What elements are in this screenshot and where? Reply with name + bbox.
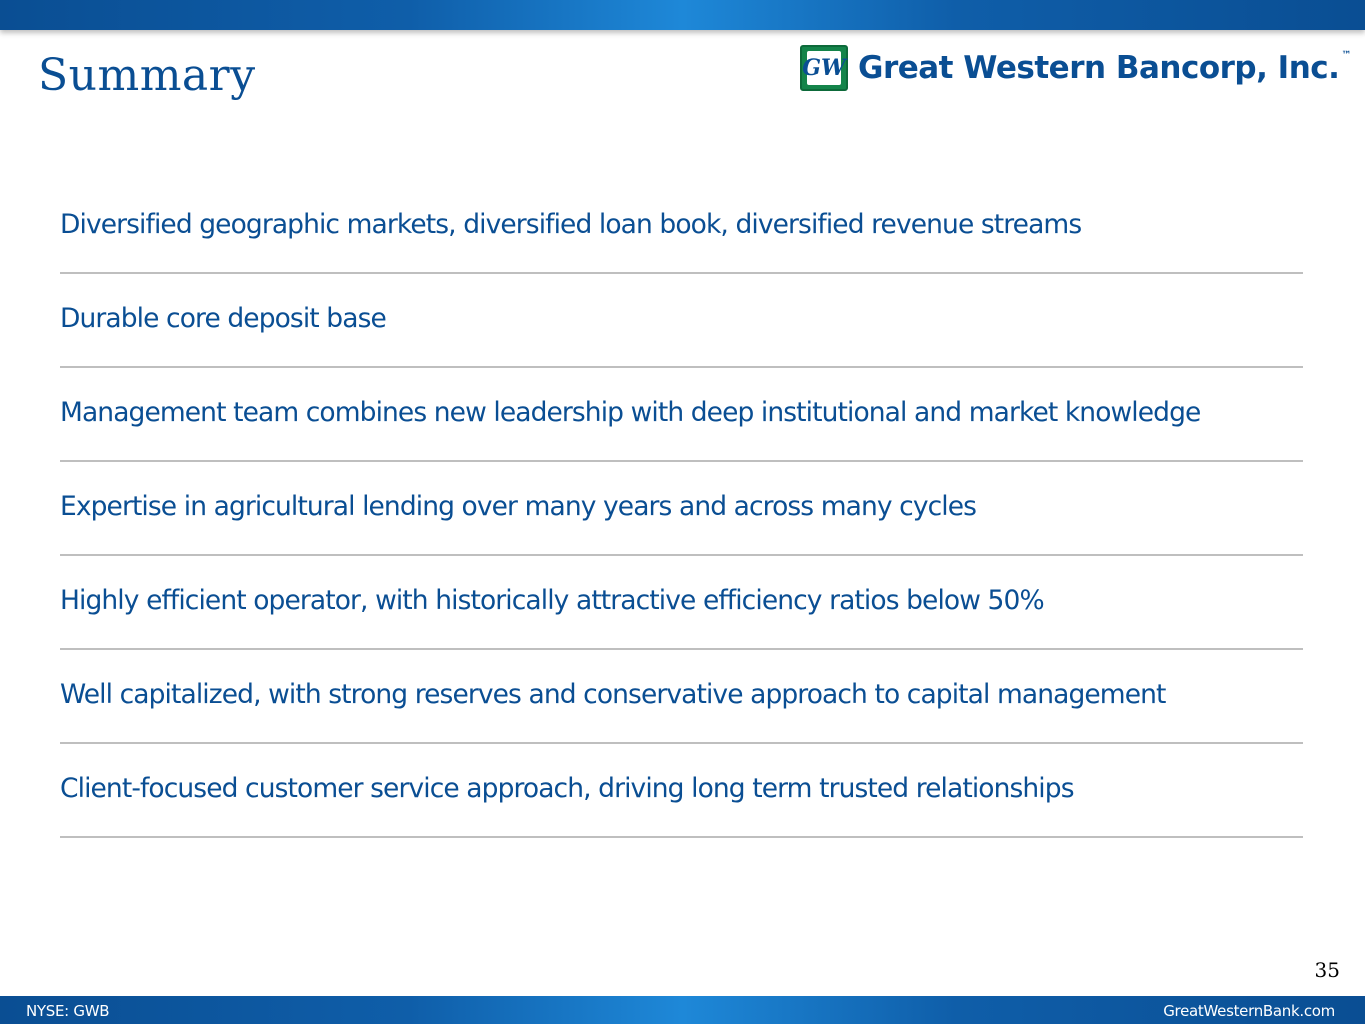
summary-item-text: Management team combines new leadership with deep institutional and market knowledge	[60, 397, 1201, 428]
footer-website: GreatWesternBank.com	[1163, 1002, 1335, 1020]
summary-item-text: Highly efficient operator, with historically attractive efficiency ratios below 50%	[60, 585, 1044, 616]
summary-item-text: Client-focused customer service approach, driving long term trusted relationships	[60, 773, 1074, 804]
slide-title: Summary	[38, 50, 256, 101]
company-logo	[800, 44, 1351, 92]
logo-name: Great Western Bancorp, Inc.	[858, 50, 1340, 86]
bottom-banner	[0, 996, 1365, 1024]
top-banner	[0, 0, 1365, 30]
logo-wordmark	[858, 50, 1351, 86]
logo-monogram-text: GW	[807, 51, 841, 85]
summary-item-text: Expertise in agricultural lending over many years and across many cycles	[60, 491, 977, 522]
summary-item	[60, 368, 1303, 462]
summary-item-text: Diversified geographic markets, diversified loan book, diversified revenue streams	[60, 209, 1082, 240]
summary-item-text: Durable core deposit base	[60, 303, 386, 334]
logo-monogram-icon	[800, 45, 848, 91]
summary-item	[60, 180, 1303, 274]
footer-ticker: NYSE: GWB	[26, 1002, 110, 1020]
summary-item	[60, 556, 1303, 650]
summary-item	[60, 462, 1303, 556]
summary-item	[60, 274, 1303, 368]
summary-item-text: Well capitalized, with strong reserves and conservative approach to capital management	[60, 679, 1166, 710]
page-number: 35	[1314, 958, 1340, 982]
summary-list	[60, 180, 1303, 838]
summary-item	[60, 744, 1303, 838]
summary-item	[60, 650, 1303, 744]
logo-trademark: ™	[1341, 50, 1351, 61]
